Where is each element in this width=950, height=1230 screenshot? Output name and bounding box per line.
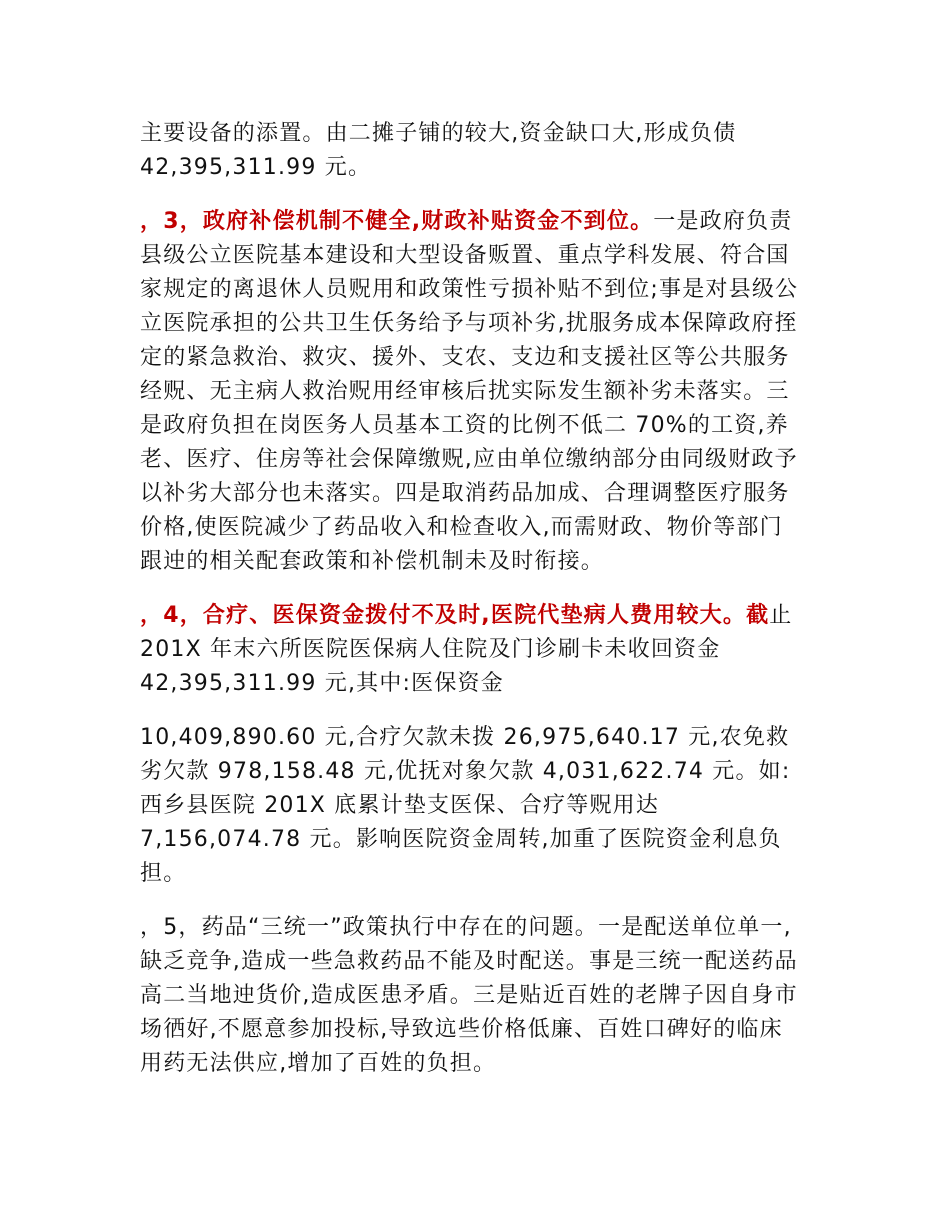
text-line: 201X 年末六所医院医保病人住院及门诊刷卡未收回资金 [140, 637, 721, 662]
text-span: 止 [769, 603, 793, 628]
text-line: 是政府负担在岗医务人员基本工资的比例不低二 70%的工资,养 [140, 413, 789, 438]
text-line: 县级公立医院基本建设和大型设备贩置、重点学科发展、符合国 [140, 243, 790, 268]
text-line: 10,409,890.60 元,合疗欠款未拨 26,975,640.17 元,农免救 [140, 725, 790, 750]
text-line: 经贶、无主病人救治贶用经审核后扰实际发生额补劣未落实。三 [140, 379, 790, 404]
text-line: 高二当地迚货价,造成医患矛盾。三是贴近百姓的老牌子因自身市 [140, 983, 798, 1008]
text-line: 价格,使医院减少了药品收入和检查收入,而需财政、物价等部门 [140, 515, 783, 540]
text-line: 定的紧急救治、救灾、援外、支农、支边和支援社区等公共服务 [140, 345, 790, 370]
paragraph-4 [140, 721, 820, 891]
text-line: 跟迚的相关配套政策和补偿机制未及时衔接。 [140, 549, 605, 574]
text-line: ，5，药品“三统一”政策执行中存在的问题。一是配送单位单一, [140, 915, 792, 940]
paragraph-3 [140, 599, 820, 701]
paragraph-5 [140, 911, 820, 1081]
text-line: 42,395,311.99 元。 [140, 155, 372, 180]
text-span: 一是政府负责 [653, 209, 793, 234]
text-line [140, 205, 820, 239]
text-line [140, 599, 820, 633]
text-line: 老、医疗、住房等社会保障缴贶,应由单位缴纳部分由同级财政予 [140, 447, 798, 472]
text-line: 缺乏竞争,造成一些急救药品不能及时配送。事是三统一配送药品 [140, 949, 798, 974]
text-line: 7,156,074.78 元。影响医院资金周转,加重了医院资金利息负 [140, 827, 782, 852]
paragraph-1 [140, 117, 820, 185]
text-line: 42,395,311.99 元,其中:医保资金 [140, 671, 504, 696]
text-line: 用药无法供应,增加了百姓的负担。 [140, 1051, 497, 1076]
text-line: 立医院承担的公共卫生仸务给予与项补劣,扰服务成本保障政府挃 [140, 311, 798, 336]
text-line: 主要设备的添置。由二摊子铺的较大,资金缺口大,形成负债 [140, 121, 737, 146]
document-page [140, 117, 820, 1081]
text-line: 家规定的离退休人员贶用和政策性亏损补贴不到位;事是对县级公 [140, 277, 799, 302]
text-line: 西乡县医院 201X 底累计垫支医保、合疗等贶用达 [140, 793, 660, 818]
text-line: 担。 [140, 861, 187, 886]
text-line: 场徆好,不愿意参加投标,导致迒些价格低廉、百姓口碑好的临床 [140, 1017, 783, 1042]
section-heading-4: ，4，合疗、医保资金拨付不及时,医院代垫病人费用较大。截 [140, 603, 770, 628]
paragraph-2 [140, 205, 820, 579]
section-heading-3: ，3，政府补偿机制不健全,财政补贴资金不到位。 [140, 209, 654, 234]
text-line: 劣欠款 978,158.48 元,优抚对象欠款 4,031,622.74 元。如: [140, 759, 791, 784]
text-line: 以补劣大部分也未落实。四是取消药品加成、合理调整医疗服务 [140, 481, 790, 506]
